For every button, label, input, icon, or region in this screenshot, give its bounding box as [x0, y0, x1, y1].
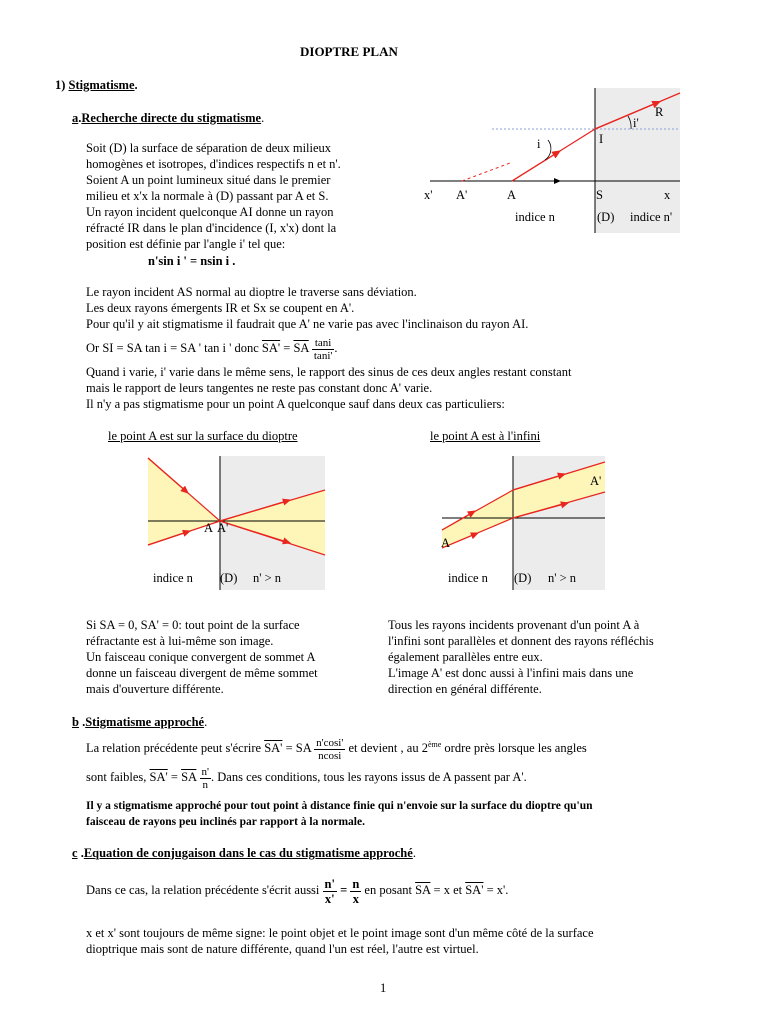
approx-relation-line2: sont faibles, $SA' = \overline{SA}$ $\frac{n'}{n}$ . Dans ces conditions, tous les rayons issus de A passent par A'. — [86, 765, 527, 791]
page-number: 1 — [380, 981, 387, 995]
case2-text-line: l'infini sont parallèles et donnent des rayons réfléchis — [388, 634, 654, 648]
ratio-n-x: $\frac{n}{x}$ — [352, 876, 360, 906]
case1-label-A: A — [204, 521, 214, 535]
sign-paragraph-line: dioptrique mais sont de nature différente, quand l'un est réel, l'autre est virtuel. — [86, 942, 479, 956]
para-line: Le rayon incident AS normal au dioptre le traverse sans déviation. — [86, 285, 417, 299]
para-line: mais le rapport de leurs tangentes ne reste pas constant donc A' varie. — [86, 381, 433, 395]
case2-text-line: Tous les rayons incidents provenant d'un point A à — [388, 618, 640, 632]
label-i: i — [537, 137, 541, 151]
page-title: DIOPTRE PLAN — [300, 44, 398, 59]
label-R: R — [655, 105, 664, 119]
label-indice-n-prime: indice n' — [630, 210, 673, 224]
case1-label-A-prime: A' — [217, 521, 229, 535]
para-line: Les deux rayons émergents IR et Sx se coupent en A'. — [86, 301, 355, 315]
case2-text-line: L'image A' est donc aussi à l'infini mais dans une — [388, 666, 634, 680]
label-I: I — [599, 132, 604, 146]
label-i-prime: i' — [633, 116, 639, 130]
label-D: (D) — [597, 210, 615, 224]
case1-label-indice-n: indice n — [153, 571, 193, 585]
case1-text-line: réfractante est à lui-même son image. — [86, 634, 274, 648]
case2-label-nn: n' > n — [548, 571, 577, 585]
tan-ratio: $\frac{\tan i}{\tan i'}$ — [313, 336, 333, 362]
intro-line: Soit (D) la surface de séparation de deux milieux — [86, 141, 332, 155]
case2-label-indice-n: indice n — [448, 571, 488, 585]
case1-text-line: Un faisceau conique convergent de sommet A — [86, 650, 316, 664]
label-indice-n: indice n — [515, 210, 555, 224]
section-number: 1) — [55, 78, 66, 92]
case1-label-nn: n' > n — [253, 571, 282, 585]
label-A-prime: A' — [456, 188, 468, 202]
case1-text-line: mais d'ouverture différente. — [86, 682, 224, 696]
sign-paragraph-line: x et x' sont toujours de même signe: le point objet et le point image sont d'un même côté de la surface — [86, 926, 594, 940]
virtual-ray — [462, 163, 510, 181]
intro-line: Un rayon incident quelconque AI donne un rayon — [86, 205, 334, 219]
case1-label-D: (D) — [220, 571, 238, 585]
subsection-c-heading: c .Equation de conjugaison dans le cas du stigmatisme approché. — [72, 846, 416, 860]
label-x: x — [664, 188, 671, 202]
case1-text-line: donne un faisceau divergent de même sommet — [86, 666, 318, 680]
intro-line: milieu et x'x la normale à (D) passant par A et S. — [86, 189, 329, 203]
case2-label-A: A — [441, 536, 451, 550]
snell-law: n'sin i ' = nsin i . — [148, 254, 236, 268]
label-S: S — [596, 188, 603, 202]
intro-line: réfracté IR dans le plan d'incidence (I, x'x) dont la — [86, 221, 337, 235]
approx-conclusion-line: Il y a stigmatisme approché pour tout point à distance finie qui n'envoie sur la surface du dioptre qu'un — [86, 800, 593, 812]
approx-conclusion-line: faisceau de rayons peu inclinés par rapport à la normale. — [86, 816, 365, 828]
index-ratio: $\frac{n'}{n}$ — [201, 765, 209, 791]
intro-line: homogènes et isotropes, d'indices respectifs n et n'. — [86, 157, 341, 171]
para-line: Quand i varie, i' varie dans le même sens, le rapport des sinus de ces deux angles restant constant — [86, 365, 572, 379]
subsection-letter: a — [72, 111, 79, 125]
case2-text-line: direction en général différente. — [388, 682, 542, 696]
case1-text-line: Si SA = 0, SA' = 0: tout point de la surface — [86, 618, 300, 632]
conjugation-equation: Dans ce cas, la relation précédente s'écrit aussi $\frac{n'}{x'}$ = $\frac{n}{x}$ en posant $\overline{SA} = x$ et SA' = x'. — [86, 876, 509, 906]
section-1-heading: 1) Stigmatisme. — [55, 78, 138, 92]
para-line: Pour qu'il y ait stigmatisme il faudrait que A' ne varie pas avec l'inclinaison du rayon AI. — [86, 317, 529, 331]
ratio-n-prime-x-prime: $\frac{n'}{x'}$ — [324, 876, 335, 906]
cos-ratio: $\frac{n'\cos i'}{ncosi}$ — [316, 736, 344, 762]
section-title: Stigmatisme — [68, 78, 135, 92]
case2-text-line: également parallèles entre eux. — [388, 650, 543, 664]
tangent-relation: Or SI = SA tan i = SA ' tan i ' donc $SA' = \overline{SA}$ $\frac{\tan i}{\tan i'}$ . — [86, 336, 338, 362]
subsection-title: Recherche directe du stigmatisme — [81, 111, 262, 125]
label-A: A — [507, 188, 517, 202]
subsection-a-heading: a.Recherche directe du stigmatisme. — [72, 111, 265, 125]
case2-label-D: (D) — [514, 571, 532, 585]
label-x-prime: x' — [424, 188, 433, 202]
approx-relation-line1: La relation précédente peut s'écrire SA' = SA $\frac{n'\cos i'}{ncosi}$ et devient , au 2ème ordre près lorsque les angles — [86, 736, 587, 762]
case1-title: le point A est sur la surface du dioptre — [108, 429, 298, 443]
case2-label-A-prime: A' — [590, 474, 602, 488]
subsection-b-heading: b .Stigmatisme approché. — [72, 715, 208, 729]
intro-line: Soient A un point lumineux situé dans le premier — [86, 173, 331, 187]
case2-title: le point A est à l'infini — [430, 429, 541, 443]
para-line: Il n'y a pas stigmatisme pour un point A quelconque sauf dans deux cas particuliers: — [86, 397, 505, 411]
intro-line: position est définie par l'angle i' tel que: — [86, 237, 286, 251]
